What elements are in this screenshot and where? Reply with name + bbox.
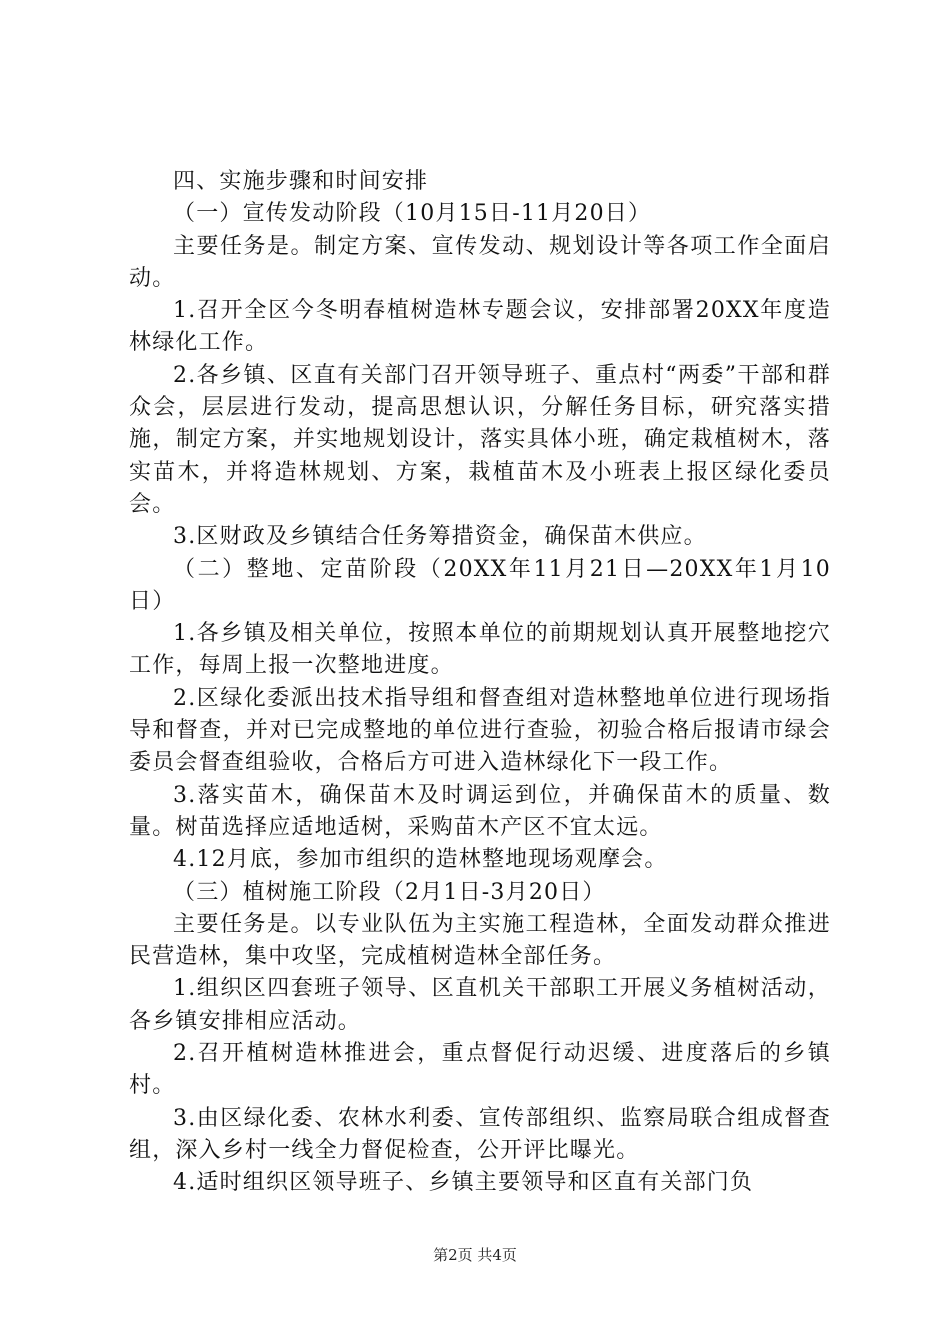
section-heading: 四、实施步骤和时间安排 xyxy=(173,169,429,194)
paragraph: 2.各乡镇、区直有关部门召开领导班子、重点村“两委”干部和群众会，层层进行发动，提高思想认识，分解任务目标，研究落实措施，制定方案，并实地规划设计，落实具体小班，确定栽植树木，落实苗木，并将造林规划、方案，栽植苗木及小班表上报区绿化委员会。 xyxy=(129,362,831,517)
paragraph: 3.落实苗木，确保苗木及时调运到位，并确保苗木的质量、数量。树苗选择应适地适树，采购苗木产区不宜太远。 xyxy=(129,782,831,840)
paragraph: 4.12月底，参加市组织的造林整地现场观摩会。 xyxy=(173,847,668,873)
document-body xyxy=(129,166,831,1200)
subsection-heading: （三）植树施工阶段（2月1日-3月20日） xyxy=(173,879,606,905)
paragraph: 4.适时组织区领导班子、乡镇主要领导和区直有关部门负 xyxy=(173,1170,754,1196)
paragraph: 主要任务是。以专业队伍为主实施工程造林，全面发动群众推进民营造林，集中攻坚，完成植树造林全部任务。 xyxy=(129,911,831,970)
subsection-heading: （一）宣传发动阶段（10月15日-11月20日） xyxy=(173,201,652,227)
paragraph: 1.各乡镇及相关单位，按照本单位的前期规划认真开展整地挖穴工作，每周上报一次整地进度。 xyxy=(129,621,831,679)
paragraph: 1.组织区四套班子领导、区直机关干部职工开展义务植树活动，各乡镇安排相应活动。 xyxy=(129,976,831,1034)
paragraph: 2.召开植树造林推进会，重点督促行动迟缓、进度落后的乡镇村。 xyxy=(129,1041,831,1099)
paragraph: 1.召开全区今冬明春植树造林专题会议，安排部署20XX年度造林绿化工作。 xyxy=(129,298,831,356)
paragraph: 2.区绿化委派出技术指导组和督查组对造林整地单位进行现场指导和督查，并对已完成整地的单位进行查验，初验合格后报请市绿会委员会督查组验收，合格后方可进入造林绿化下一段工作。 xyxy=(129,685,831,776)
paragraph: 3.区财政及乡镇结合任务筹措资金，确保苗木供应。 xyxy=(173,524,707,550)
page-footer: 第2页 共4页 xyxy=(433,1246,517,1264)
paragraph: 主要任务是。制定方案、宣传发动、规划设计等各项工作全面启动。 xyxy=(129,233,831,291)
paragraph: 3.由区绿化委、农林水利委、宣传部组织、监察局联合组成督查组，深入乡村一线全力督促检查，公开评比曝光。 xyxy=(129,1105,831,1163)
subsection-heading: （二）整地、定苗阶段（20XX年11月21日—20XX年1月10日） xyxy=(129,556,831,614)
